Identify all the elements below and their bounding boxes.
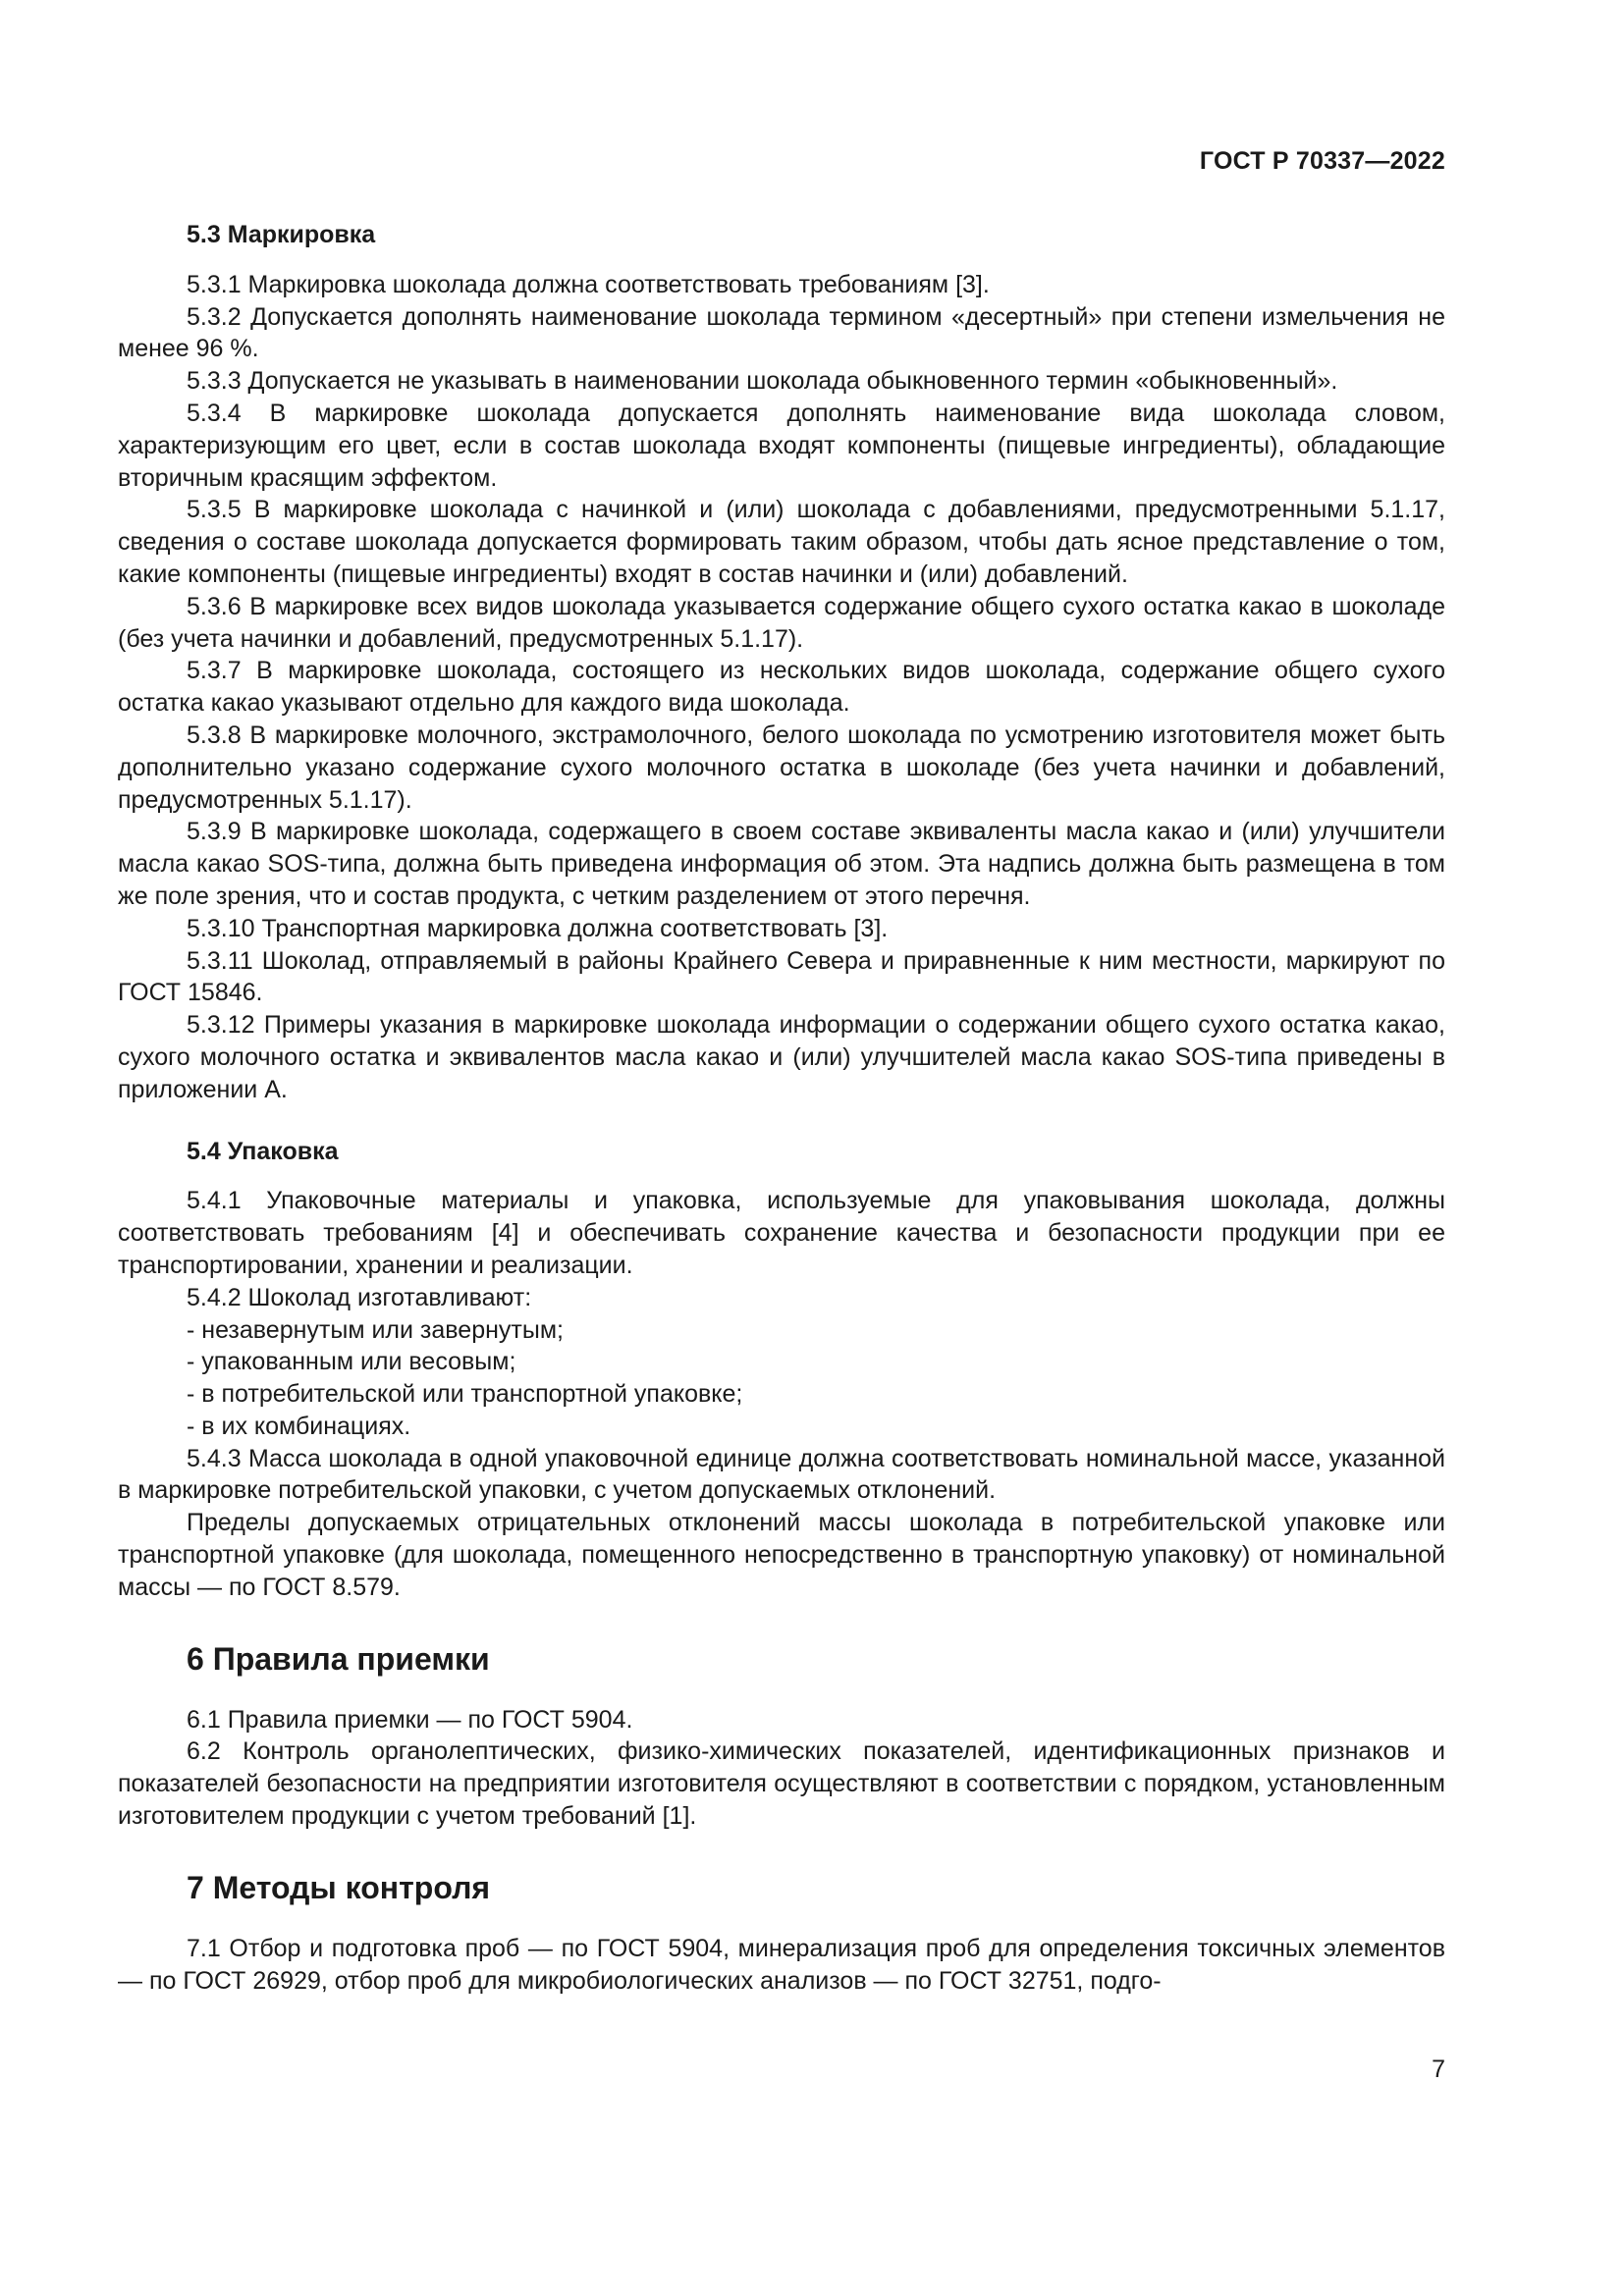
list-item: - в потребительской или транспортной упаковке; [187,1380,743,1409]
section-5-3 [118,219,1445,1106]
section-6 [118,1639,1445,1833]
paragraph: 5.3.7 В маркировке шоколада, состоящего из нескольких видов шоколада, содержание общего сухого остатка какао указывают отдельно для каждого вида шоколада. [118,657,1445,718]
paragraph: 5.3.3 Допускается не указывать в наименовании шоколада обыкновенного термин «обыкновенный». [187,367,1338,396]
list-item: - в их комбинациях. [187,1412,411,1440]
paragraph: 5.3.10 Транспортная маркировка должна соответствовать [3]. [187,914,889,942]
section-7 [118,1868,1445,1998]
paragraph: 6.2 Контроль органолептических, физико-химических показателей, идентификационных признаков и показателей безопасности на предприятии изготовителя осуществляют в соответствии с порядком, установленным изготовителем продукции с учетом требований [1]. [118,1737,1445,1831]
paragraph: 7.1 Отбор и подготовка проб — по ГОСТ 5904, минерализация проб для определения токсичных элементов — по ГОСТ 26929, отбор проб для микробиологических анализов — по ГОСТ 32751, подго- [118,1934,1445,1995]
paragraph: Пределы допускаемых отрицательных отклонений массы шоколада в потребительской упаковке или транспортной упаковке (для шоколада, помещенного непосредственно в транспортную упаковку) от номинальной массы — по ГОСТ 8.579. [118,1509,1445,1601]
paragraph: 5.3.8 В маркировке молочного, экстрамолочного, белого шоколада по усмотрению изготовителя может быть дополнительно указано содержание сухого молочного остатка в шоколаде (без учета начинки и добавлений, предусмотренных 5.1.17). [118,721,1445,814]
list-item: - незавернутым или завернутым; [187,1315,564,1344]
chapter-heading: 6 Правила приемки [187,1640,490,1677]
paragraph: 6.1 Правила приемки — по ГОСТ 5904. [187,1705,633,1734]
paragraph: 5.3.5 В маркировке шоколада с начинкой и (или) шоколада с добавлениями, предусмотренными 5.1.17, сведения о составе шоколада допускается формировать таким образом, чтобы дать ясное представление о том, какие компоненты (пищевые ингредиенты) входят в состав начинки и (или) добавлений. [118,496,1445,588]
paragraph: 5.3.4 В маркировке шоколада допускается дополнять наименование вида шоколада словом, характеризующим его цвет, если в состав шоколада входят компоненты (пищевые ингредиенты), обладающие вторичным красящим эффектом. [118,399,1445,492]
paragraph: 5.4.1 Упаковочные материалы и упаковка, используемые для упаковывания шоколада, должны соответствовать требованиям [4] и обеспечивать сохранение качества и безопасности продукции при ее транспортировании, хранении и реализации. [118,1187,1445,1279]
section-5-4 [118,1136,1445,1604]
section-heading: 5.4 Упаковка [187,1137,339,1165]
section-heading: 5.3 Маркировка [187,221,376,248]
chapter-heading: 7 Методы контроля [187,1869,491,1905]
paragraph: 5.3.1 Маркировка шоколада должна соответствовать требованиям [3]. [187,270,990,298]
page-number: 7 [1432,2056,1445,2083]
document-body [118,219,1445,1997]
list-item: - упакованным или весовым; [187,1348,516,1376]
paragraph: 5.4.2 Шоколад изготавливают: [187,1283,532,1311]
paragraph: 5.3.11 Шоколад, отправляемый в районы Крайнего Севера и приравненные к ним местности, маркируют по ГОСТ 15846. [118,946,1445,1007]
paragraph: 5.3.6 В маркировке всех видов шоколада указывается содержание общего сухого остатка какао в шоколаде (без учета начинки и добавлений, предусмотренных 5.1.17). [118,592,1445,653]
paragraph: 5.3.12 Примеры указания в маркировке шоколада информации о содержании общего сухого остатка какао, сухого молочного остатка и эквивалентов масла какао и (или) улучшителей масла какао SOS-типа приведены в приложении А. [118,1011,1445,1103]
paragraph: 5.3.9 В маркировке шоколада, содержащего в своем составе эквиваленты масла какао и (или) улучшители масла какао SOS-типа, должна быть приведена информация об этом. Эта надпись должна быть размещена в том же поле зрения, что и состав продукта, с четким разделением от этого перечня. [118,818,1445,910]
paragraph: 5.3.2 Допускается дополнять наименование шоколада термином «десертный» при степени измельчения не менее 96 %. [118,302,1445,363]
document-page [118,0,1445,2296]
document-id-header: ГОСТ Р 70337—2022 [1199,147,1445,175]
paragraph: 5.4.3 Масса шоколада в одной упаковочной единице должна соответствовать номинальной массе, указанной в маркировке потребительской упаковки, с учетом допускаемых отклонений. [118,1444,1445,1505]
